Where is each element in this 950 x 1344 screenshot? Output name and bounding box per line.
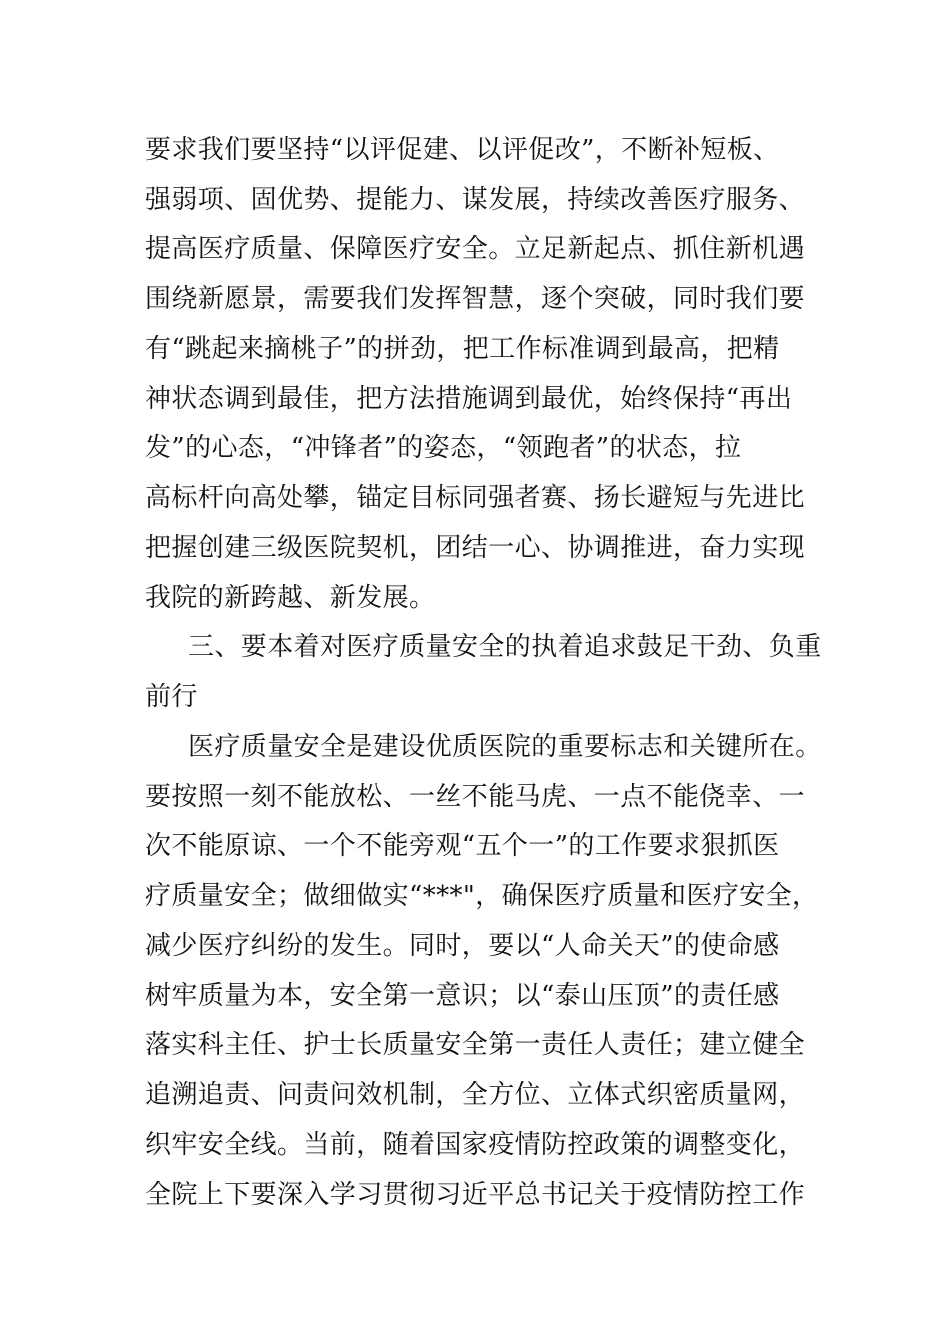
section-heading: 三、要本着对医疗质量安全的执着追求鼓足干劲、负重 (188, 632, 822, 662)
text-line: 树牢质量为本，安全第一意识；以“泰山压顶”的责任感 (145, 981, 780, 1011)
section-heading-continued: 前行 (145, 682, 198, 712)
text-line: 织牢安全线。当前，随着国家疫情防控政策的调整变化， (145, 1130, 806, 1160)
text-line: 发”的心态，“冲锋者”的姿态，“领跑者”的状态，拉 (145, 433, 742, 463)
text-line: 我院的新跨越、新发展。 (145, 583, 436, 613)
text-line: 疗质量安全；做细做实“***"，确保医疗质量和医疗安全， (145, 881, 819, 911)
text-line: 减少医疗纠纷的发生。同时，要以“人命关天”的使命感 (145, 931, 780, 961)
text-line: 围绕新愿景，需要我们发挥智慧，逐个突破，同时我们要 (145, 284, 806, 314)
text-line: 追溯追责、问责问效机制，全方位、立体式织密质量网， (145, 1080, 806, 1110)
text-line: 高标杆向高处攀，锚定目标同强者赛、扬长避短与先进比 (145, 483, 806, 513)
text-line: 强弱项、固优势、提能力、谋发展，持续改善医疗服务、 (145, 185, 806, 215)
text-line: 把握创建三级医院契机，团结一心、协调推进，奋力实现 (145, 533, 806, 563)
text-line: 神状态调到最佳，把方法措施调到最优，始终保持“再出 (145, 384, 793, 414)
text-line: 要求我们要坚持“以评促建、以评促改”，不断补短板、 (145, 135, 780, 165)
text-line: 落实科主任、护士长质量安全第一责任人责任；建立健全 (145, 1030, 806, 1060)
paragraph-first-line: 医疗质量安全是建设优质医院的重要标志和关键所在。 (188, 732, 822, 762)
text-line: 全院上下要深入学习贯彻习近平总书记关于疫情防控工作 (145, 1180, 806, 1210)
text-line: 提高医疗质量、保障医疗安全。立足新起点、抓住新机遇 (145, 234, 806, 264)
text-line: 要按照一刻不能放松、一丝不能马虎、一点不能侥幸、一 (145, 782, 806, 812)
text-line: 次不能原谅、一个不能旁观“五个一”的工作要求狠抓医 (145, 831, 780, 861)
text-line: 有“跳起来摘桃子”的拼劲，把工作标准调到最高，把精 (145, 334, 780, 364)
